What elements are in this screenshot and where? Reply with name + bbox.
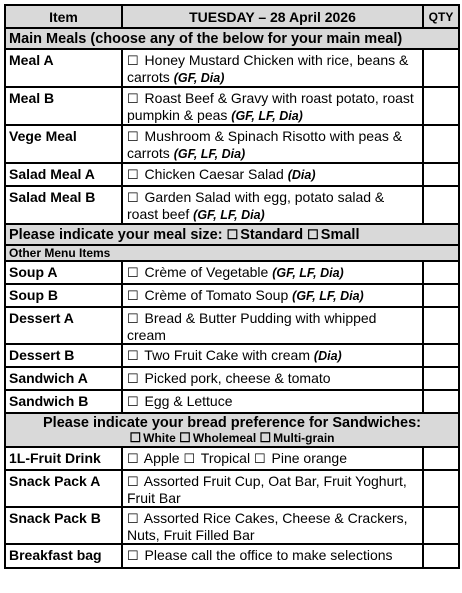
checkbox[interactable]: ☐ [226,226,239,242]
checkbox[interactable]: ☐ [127,190,139,205]
drink-tropical: Tropical [200,450,251,466]
meal-size-small: Small [320,226,360,243]
qty-cell[interactable] [423,507,459,544]
meal-description: Chicken Caesar Salad [144,166,284,182]
bread-preference-row [5,413,459,447]
item-name: Snack Pack B [5,507,122,544]
item-description: Assorted Fruit Cup, Oat Bar, Fruit Yoghurt, Fruit Bar [127,473,407,506]
meal-size-standard: Standard [240,226,304,243]
item-option[interactable] [122,544,423,568]
checkbox[interactable]: ☐ [127,511,139,526]
dietary-tags: (GF, LF, Dia) [173,147,246,161]
item-option[interactable] [122,507,423,544]
menu-item-row [5,307,459,344]
qty-cell[interactable] [423,186,459,224]
item-name: Sandwich A [5,367,122,390]
dietary-tags: (GF, LF, Dia) [272,266,344,280]
drink-apple: Apple [143,450,180,466]
checkbox[interactable]: ☐ [129,430,142,445]
meal-name: Meal B [5,87,122,125]
item-name: Soup B [5,284,122,307]
header-row [5,5,459,28]
item-description: Assorted Rice Cakes, Cheese & Crackers, Nuts, Fruit Filled Bar [127,510,408,543]
qty-cell[interactable] [423,49,459,87]
meal-option[interactable] [122,125,423,163]
item-description: Two Fruit Cake with cream [144,347,311,363]
meal-row [5,49,459,87]
meal-option[interactable] [122,87,423,125]
drink-pine-orange: Pine orange [271,450,348,466]
bread-white: White [143,431,176,445]
meal-row [5,125,459,163]
meal-row [5,163,459,186]
bread-wholemeal: Wholemeal [192,431,257,445]
item-description: Picked pork, cheese & tomato [144,370,331,386]
qty-cell[interactable] [423,307,459,344]
breakfast-row [5,544,459,568]
dietary-tags: (GF, Dia) [173,71,225,85]
meal-size-section [5,224,459,245]
meal-size-row [5,224,459,245]
item-option[interactable] [122,390,423,413]
meal-option[interactable] [122,163,423,186]
qty-column-header: QTY [423,5,459,28]
qty-cell[interactable] [423,367,459,390]
meal-name: Salad Meal A [5,163,122,186]
meal-name: Salad Meal B [5,186,122,224]
other-items-section-title: Other Menu Items [5,245,459,261]
other-items-section-row [5,245,459,261]
dietary-tags: (GF, LF, Dia) [292,289,364,303]
qty-cell[interactable] [423,261,459,284]
qty-cell[interactable] [423,447,459,470]
snack-row [5,507,459,544]
meal-description: Roast Beef & Gravy with roast potato, roast pumpkin & peas [127,90,414,123]
checkbox[interactable]: ☐ [127,474,139,489]
bread-multigrain: Multi-grain [273,431,335,445]
dietary-tags: (GF, LF, Dia) [193,208,265,222]
meal-name: Meal A [5,49,122,87]
checkbox[interactable]: ☐ [127,91,139,106]
checkbox[interactable]: ☐ [127,348,139,363]
date-column-header: TUESDAY – 28 April 2026 [122,5,423,28]
item-name: Soup A [5,261,122,284]
checkbox[interactable]: ☐ [127,288,139,303]
meal-option[interactable] [122,186,423,224]
meal-size-label: Please indicate your meal size: [9,226,223,243]
menu-item-row [5,367,459,390]
main-meals-section-row [5,28,459,49]
item-option[interactable] [122,307,423,344]
item-column-header: Item [5,5,122,28]
qty-cell[interactable] [423,390,459,413]
menu-item-row [5,390,459,413]
item-name: Sandwich B [5,390,122,413]
qty-cell[interactable] [423,344,459,367]
item-option[interactable] [122,470,423,507]
menu-item-row [5,284,459,307]
menu-item-row [5,261,459,284]
qty-cell[interactable] [423,544,459,568]
checkbox[interactable]: ☐ [127,394,139,409]
item-description: Please call the office to make selections [144,547,393,563]
meal-name: Vege Meal [5,125,122,163]
checkbox[interactable]: ☐ [127,451,139,466]
checkbox[interactable]: ☐ [127,167,139,182]
meal-description: Honey Mustard Chicken with rice, beans & carrots [127,52,409,85]
item-name: 1L-Fruit Drink [5,447,122,470]
checkbox[interactable]: ☐ [259,430,272,445]
checkbox[interactable]: ☐ [127,311,139,326]
checkbox[interactable]: ☐ [127,548,139,563]
dietary-tags: (Dia) [287,168,316,182]
checkbox[interactable]: ☐ [253,451,266,466]
item-name: Breakfast bag [5,544,122,568]
meal-option[interactable] [122,49,423,87]
dietary-tags: (Dia) [313,349,342,363]
checkbox[interactable]: ☐ [179,430,191,445]
drink-row [5,447,459,470]
bread-preference-section [5,413,459,447]
menu-item-row [5,344,459,367]
dietary-tags: (GF, LF, Dia) [231,109,303,123]
bread-preference-label: Please indicate your bread preference for Sandwiches: [43,415,421,431]
meal-row [5,186,459,224]
qty-cell[interactable] [423,163,459,186]
checkbox[interactable]: ☐ [183,451,196,466]
item-description: Bread & Butter Pudding with whipped cream [127,310,377,343]
item-description: Egg & Lettuce [144,393,233,409]
item-option[interactable] [122,367,423,390]
menu-table [4,4,460,569]
meal-description: Mushroom & Spinach Risotto with peas & carrots [127,128,403,161]
item-description: Crème of Tomato Soup [144,287,289,303]
menu-order-form [4,4,460,569]
checkbox[interactable]: ☐ [127,371,139,386]
bread-options [9,431,455,445]
checkbox[interactable]: ☐ [127,53,139,68]
main-meals-section-title: Main Meals (choose any of the below for your main meal) [5,28,459,49]
checkbox[interactable]: ☐ [127,129,139,144]
item-option[interactable] [122,261,423,284]
checkbox[interactable]: ☐ [127,265,139,280]
qty-cell[interactable] [423,125,459,163]
item-option[interactable] [122,344,423,367]
snack-row [5,470,459,507]
item-name: Dessert A [5,307,122,344]
item-option[interactable] [122,284,423,307]
item-name: Dessert B [5,344,122,367]
meal-row [5,87,459,125]
item-description: Crème of Vegetable [144,264,269,280]
item-name: Snack Pack A [5,470,122,507]
qty-cell[interactable] [423,470,459,507]
qty-cell[interactable] [423,284,459,307]
meal-description: Garden Salad with egg, potato salad & roast beef [127,189,385,222]
drink-options [122,447,423,470]
qty-cell[interactable] [423,87,459,125]
checkbox[interactable]: ☐ [307,226,319,242]
